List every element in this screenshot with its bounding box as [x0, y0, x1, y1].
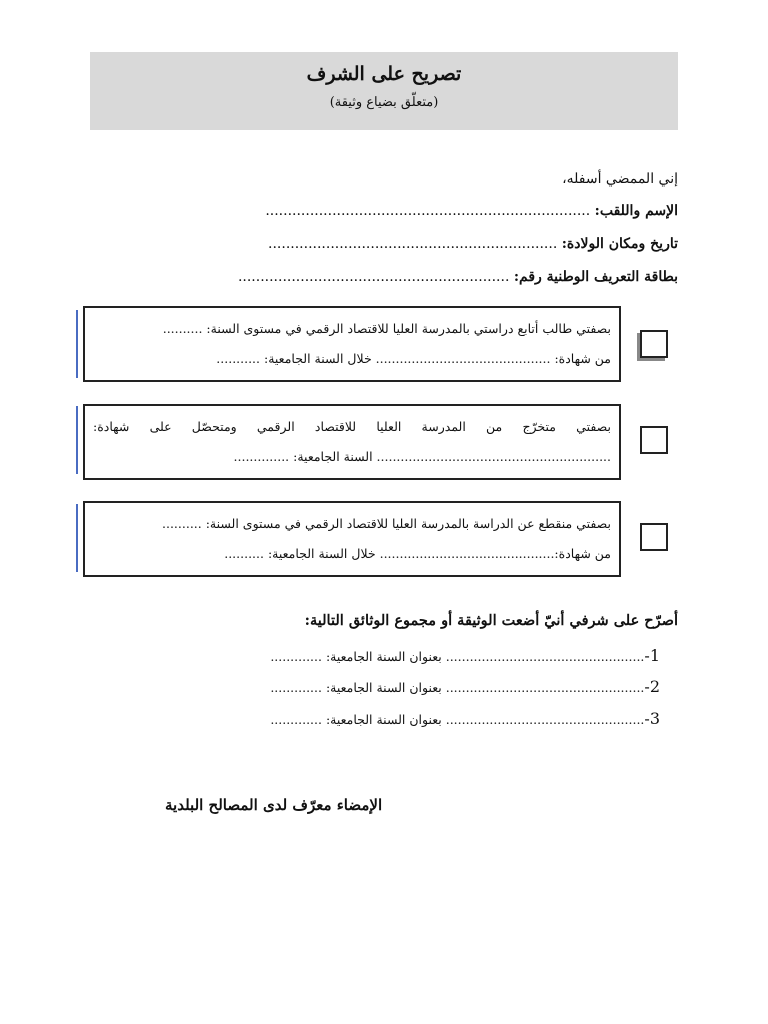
lost-document-item[interactable] [270, 676, 660, 699]
checkbox-current-student[interactable] [640, 330, 668, 358]
birth-blank[interactable]: ................................................................. [268, 236, 558, 252]
name-blank[interactable]: ......................................................................... [265, 203, 591, 219]
option-box-dropout [83, 501, 621, 577]
item-number: 2- [644, 677, 660, 696]
checkbox-dropout[interactable] [640, 523, 668, 551]
title-banner [90, 52, 678, 130]
page-subtitle: (متعلّق بضياع وثيقة) [329, 95, 439, 110]
item-blank[interactable]: .................................................. بعنوان السنة الجامعية: ............. [270, 680, 645, 695]
checkbox-graduate[interactable] [640, 426, 668, 454]
option-line: من شهادة:............................................ خلال السنة الجامعية: .......... [224, 546, 611, 561]
undersigned-text: إني الممضي أسفله، [562, 171, 678, 187]
id-label: بطاقة التعريف الوطنية رقم: [513, 269, 678, 285]
name-field [265, 200, 678, 222]
item-blank[interactable]: .................................................. بعنوان السنة الجامعية: ............. [270, 649, 645, 664]
lost-document-item[interactable] [270, 645, 660, 668]
id-field [238, 266, 678, 288]
option-line: ........................................................... السنة الجامعية: .............. [233, 449, 611, 464]
signature-note: الإمضاء معرّف لدى المصالح البلدية [165, 796, 383, 814]
option-line: بصفتي متخرّج من المدرسة العليا للاقتصاد الرقمي ومتحصّل على شهادة: [93, 419, 611, 434]
item-number: 1- [644, 646, 660, 665]
option-line: بصفتي طالب أتابع دراستي بالمدرسة العليا للاقتصاد الرقمي في مستوى السنة: .......... [162, 321, 611, 336]
margin-bar [76, 406, 78, 474]
margin-bar [76, 504, 78, 572]
birth-field [268, 233, 678, 255]
name-label: الإسم واللقب: [594, 203, 678, 219]
option-box-current-student [83, 306, 621, 382]
option-line: من شهادة: ............................................ خلال السنة الجامعية: ........... [216, 351, 611, 366]
lost-document-item[interactable] [270, 708, 660, 731]
declaration-statement: أصرّح على شرفي أنيّ أضعت الوثيقة أو مجموع الوثائق التالية: [304, 612, 678, 629]
page-title: تصريح على الشرف [306, 63, 462, 85]
option-line: بصفتي منقطع عن الدراسة بالمدرسة العليا للاقتصاد الرقمي في مستوى السنة: .......... [162, 516, 611, 531]
item-blank[interactable]: .................................................. بعنوان السنة الجامعية: ............. [270, 712, 645, 727]
margin-bar [76, 310, 78, 378]
id-blank[interactable]: ............................................................. [237, 269, 510, 285]
birth-label: تاريخ ومكان الولادة: [561, 236, 678, 252]
option-box-graduate [83, 404, 621, 480]
item-number: 3- [644, 709, 660, 728]
